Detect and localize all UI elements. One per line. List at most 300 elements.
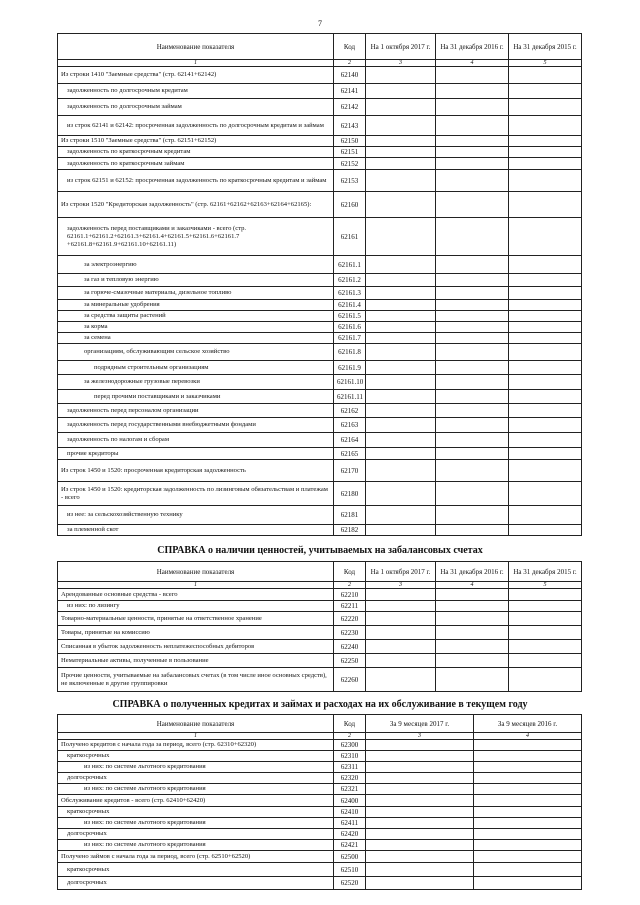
table-row [58, 851, 582, 863]
value-cell[interactable] [474, 829, 582, 840]
value-cell[interactable] [436, 300, 509, 311]
value-cell[interactable] [366, 863, 474, 877]
row-label: Списанная в убыток задолженность неплатежеспособных дебиторов [58, 640, 334, 654]
table-row [58, 361, 582, 375]
column-number: 4 [436, 60, 509, 67]
row-label: краткосрочных [58, 751, 334, 762]
value-cell[interactable] [366, 99, 436, 116]
column-header-dec-2016: На 31 декабря 2016 г. [436, 34, 509, 60]
row-label: подрядным строительным организациям [58, 361, 334, 375]
value-cell[interactable] [366, 448, 436, 460]
value-cell[interactable] [474, 877, 582, 890]
value-cell[interactable] [509, 218, 582, 256]
value-cell[interactable] [474, 784, 582, 795]
value-cell[interactable] [436, 84, 509, 99]
row-code: 62260 [334, 668, 366, 692]
value-cell[interactable] [509, 256, 582, 274]
value-cell[interactable] [436, 589, 509, 601]
row-code: 62161.7 [334, 333, 366, 344]
value-cell[interactable] [509, 192, 582, 218]
row-label: задолженность перед персоналом организации [58, 404, 334, 418]
value-cell[interactable] [509, 640, 582, 654]
value-cell[interactable] [436, 668, 509, 692]
value-cell[interactable] [509, 170, 582, 192]
value-cell[interactable] [474, 863, 582, 877]
value-cell[interactable] [436, 256, 509, 274]
row-code: 62150 [334, 136, 366, 147]
row-code: 62411 [334, 818, 366, 829]
row-code: 62143 [334, 116, 366, 136]
column-header-9m-2016: За 9 месяцев 2016 г. [474, 715, 582, 733]
row-code: 62230 [334, 626, 366, 640]
value-cell[interactable] [366, 147, 436, 158]
value-cell[interactable] [436, 99, 509, 116]
value-cell[interactable] [366, 807, 474, 818]
column-header-dec-2016: На 31 декабря 2016 г. [436, 562, 509, 582]
table-row [58, 256, 582, 274]
row-code: 62161.11 [334, 390, 366, 404]
value-cell[interactable] [366, 404, 436, 418]
row-label: Получено кредитов с начала года за период, всего (стр. 62310+62320) [58, 740, 334, 751]
table-row [58, 158, 582, 170]
value-cell[interactable] [366, 116, 436, 136]
row-label: задолженность перед государственными внебюджетными фондами [58, 418, 334, 433]
table-row [58, 116, 582, 136]
table-row [58, 448, 582, 460]
table-row [58, 344, 582, 361]
row-label: из нее: за сельскохозяйственную технику [58, 506, 334, 525]
value-cell[interactable] [509, 601, 582, 612]
value-cell[interactable] [366, 256, 436, 274]
table-row [58, 170, 582, 192]
row-code: 62161.1 [334, 256, 366, 274]
table-row [58, 840, 582, 851]
value-cell[interactable] [366, 851, 474, 863]
column-header-code: Код [334, 715, 366, 733]
table-row [58, 311, 582, 322]
row-label: за минеральные удобрения [58, 300, 334, 311]
value-cell[interactable] [366, 192, 436, 218]
row-code: 62300 [334, 740, 366, 751]
value-cell[interactable] [436, 612, 509, 626]
value-cell[interactable] [436, 375, 509, 390]
row-label: из строк 62151 и 62152: просроченная задолженность по краткосрочным кредитам и займам [58, 170, 334, 192]
row-code: 62161.9 [334, 361, 366, 375]
row-label: за газ и тепловую энергию [58, 274, 334, 287]
value-cell[interactable] [366, 762, 474, 773]
value-cell[interactable] [509, 99, 582, 116]
value-cell[interactable] [436, 418, 509, 433]
row-code: 62180 [334, 482, 366, 506]
value-cell[interactable] [474, 851, 582, 863]
value-cell[interactable] [474, 818, 582, 829]
table-row [58, 322, 582, 333]
value-cell[interactable] [509, 287, 582, 300]
table-row [58, 390, 582, 404]
value-cell[interactable] [474, 840, 582, 851]
value-cell[interactable] [436, 158, 509, 170]
value-cell[interactable] [509, 482, 582, 506]
column-header-code: Код [334, 34, 366, 60]
value-cell[interactable] [509, 460, 582, 482]
row-label: задолженность по долгосрочным займам [58, 99, 334, 116]
value-cell[interactable] [366, 773, 474, 784]
value-cell[interactable] [436, 626, 509, 640]
value-cell[interactable] [366, 877, 474, 890]
table-row [58, 333, 582, 344]
value-cell[interactable] [509, 433, 582, 448]
row-code: 62163 [334, 418, 366, 433]
value-cell[interactable] [366, 818, 474, 829]
table-row [58, 762, 582, 773]
row-label: за корма [58, 322, 334, 333]
row-code: 62321 [334, 784, 366, 795]
column-header-name: Наименование показателя [58, 562, 334, 582]
value-cell[interactable] [436, 448, 509, 460]
table-row [58, 784, 582, 795]
table-row [58, 654, 582, 668]
row-code: 62161.3 [334, 287, 366, 300]
value-cell[interactable] [366, 654, 436, 668]
row-label: Обслуживание кредитов - всего (стр. 62410+62420) [58, 795, 334, 807]
value-cell[interactable] [366, 311, 436, 322]
table-row [58, 668, 582, 692]
row-code: 62421 [334, 840, 366, 851]
value-cell[interactable] [366, 375, 436, 390]
value-cell[interactable] [436, 147, 509, 158]
value-cell[interactable] [366, 218, 436, 256]
column-header-dec-2015: На 31 декабря 2015 г. [509, 34, 582, 60]
value-cell[interactable] [509, 300, 582, 311]
row-code: 62141 [334, 84, 366, 99]
value-cell[interactable] [436, 361, 509, 375]
value-cell[interactable] [509, 361, 582, 375]
row-code: 62151 [334, 147, 366, 158]
value-cell[interactable] [366, 136, 436, 147]
value-cell[interactable] [366, 525, 436, 536]
row-label: долгосрочных [58, 829, 334, 840]
row-label: Из строки 1520 "Кредиторская задолженность" (стр. 62161+62162+62163+62164+62165): [58, 192, 334, 218]
row-code: 62181 [334, 506, 366, 525]
value-cell[interactable] [509, 589, 582, 601]
value-cell[interactable] [509, 404, 582, 418]
row-label: из них: по системе льготного кредитования [58, 784, 334, 795]
table-row [58, 136, 582, 147]
value-cell[interactable] [366, 158, 436, 170]
column-number: 3 [366, 733, 474, 740]
value-cell[interactable] [436, 482, 509, 506]
table-row [58, 612, 582, 626]
value-cell[interactable] [436, 433, 509, 448]
row-code: 62520 [334, 877, 366, 890]
table-row [58, 525, 582, 536]
off-balance-table [57, 561, 582, 692]
row-label: прочие кредиторы [58, 448, 334, 460]
value-cell[interactable] [366, 829, 474, 840]
row-label: из строк 62141 и 62142: просроченная задолженность по долгосрочным кредитам и займам [58, 116, 334, 136]
row-label: Прочие ценности, учитываемые на забалансовых счетах (в том числе иное основных средств), не включенные в другие группировки [58, 668, 334, 692]
value-cell[interactable] [366, 784, 474, 795]
value-cell[interactable] [366, 67, 436, 84]
row-label: краткосрочных [58, 863, 334, 877]
value-cell[interactable] [436, 344, 509, 361]
table-header-row [58, 34, 582, 60]
value-cell[interactable] [366, 344, 436, 361]
value-cell[interactable] [509, 344, 582, 361]
value-cell[interactable] [474, 807, 582, 818]
table-row [58, 773, 582, 784]
table-row [58, 375, 582, 390]
value-cell[interactable] [509, 158, 582, 170]
row-code: 62161.5 [334, 311, 366, 322]
column-number: 5 [509, 582, 582, 589]
value-cell[interactable] [509, 274, 582, 287]
value-cell[interactable] [436, 333, 509, 344]
row-code: 62310 [334, 751, 366, 762]
row-code: 62250 [334, 654, 366, 668]
row-code: 62161.8 [334, 344, 366, 361]
value-cell[interactable] [436, 274, 509, 287]
value-cell[interactable] [436, 506, 509, 525]
value-cell[interactable] [474, 751, 582, 762]
column-number: 4 [474, 733, 582, 740]
value-cell[interactable] [366, 287, 436, 300]
row-label: перед прочими поставщиками и заказчиками [58, 390, 334, 404]
table-row [58, 877, 582, 890]
table-row [58, 482, 582, 506]
row-code: 62182 [334, 525, 366, 536]
row-label: долгосрочных [58, 877, 334, 890]
value-cell[interactable] [474, 773, 582, 784]
row-label: задолженность по краткосрочным займам [58, 158, 334, 170]
row-code: 62220 [334, 612, 366, 626]
row-label: за племенной скот [58, 525, 334, 536]
table-header-row [58, 562, 582, 582]
value-cell[interactable] [366, 333, 436, 344]
table-row [58, 601, 582, 612]
table-row [58, 795, 582, 807]
value-cell[interactable] [509, 418, 582, 433]
value-cell[interactable] [509, 626, 582, 640]
table-row [58, 274, 582, 287]
row-label: Из строк 1450 и 1520: просроченная кредиторская задолженность [58, 460, 334, 482]
table-row [58, 99, 582, 116]
value-cell[interactable] [366, 840, 474, 851]
row-label: Нематериальные активы, полученные в пользование [58, 654, 334, 668]
table-row [58, 863, 582, 877]
value-cell[interactable] [366, 589, 436, 601]
row-code: 62161.6 [334, 322, 366, 333]
value-cell[interactable] [366, 390, 436, 404]
value-cell[interactable] [366, 300, 436, 311]
row-label: за горюче-смазочные материалы, дизельное топливо [58, 287, 334, 300]
row-code: 62161.10 [334, 375, 366, 390]
row-label: краткосрочных [58, 807, 334, 818]
value-cell[interactable] [474, 740, 582, 751]
value-cell[interactable] [366, 274, 436, 287]
value-cell[interactable] [509, 612, 582, 626]
value-cell[interactable] [366, 322, 436, 333]
table-row [58, 640, 582, 654]
row-label: задолженность по краткосрочным кредитам [58, 147, 334, 158]
row-label: из них: по лизингу [58, 601, 334, 612]
row-label: за средства защиты растений [58, 311, 334, 322]
table-row [58, 67, 582, 84]
value-cell[interactable] [509, 311, 582, 322]
value-cell[interactable] [436, 460, 509, 482]
value-cell[interactable] [366, 506, 436, 525]
table-row [58, 300, 582, 311]
row-code: 62165 [334, 448, 366, 460]
value-cell[interactable] [436, 654, 509, 668]
row-code: 62152 [334, 158, 366, 170]
value-cell[interactable] [366, 740, 474, 751]
value-cell[interactable] [366, 751, 474, 762]
column-header-name: Наименование показателя [58, 34, 334, 60]
row-code: 62162 [334, 404, 366, 418]
value-cell[interactable] [474, 762, 582, 773]
table-row [58, 147, 582, 158]
row-label: организациям, обслуживающим сельское хозяйство [58, 344, 334, 361]
row-code: 62161 [334, 218, 366, 256]
value-cell[interactable] [366, 460, 436, 482]
value-cell[interactable] [366, 668, 436, 692]
value-cell[interactable] [509, 390, 582, 404]
table-header-row [58, 715, 582, 733]
value-cell[interactable] [509, 116, 582, 136]
column-number-row [58, 582, 582, 589]
value-cell[interactable] [474, 795, 582, 807]
row-label: задолженность перед поставщиками и заказчиками - всего (стр. 62161.1+62161.2+62161.3+62161.4+62161.5+62161.6+62161.7 +62161.8+62161.9+62161.10+62161.11) [58, 218, 334, 256]
section-title-credits-loans: СПРАВКА о полученных кредитах и займах и расходах на их обслуживание в текущем году [112, 699, 528, 710]
value-cell[interactable] [436, 601, 509, 612]
liabilities-table [57, 33, 582, 536]
row-code: 62510 [334, 863, 366, 877]
value-cell[interactable] [366, 612, 436, 626]
table-row [58, 589, 582, 601]
table-row [58, 829, 582, 840]
row-code: 62211 [334, 601, 366, 612]
value-cell[interactable] [366, 640, 436, 654]
table-row [58, 84, 582, 99]
row-label: Получено займов с начала года за период, всего (стр. 62510+62520) [58, 851, 334, 863]
value-cell[interactable] [366, 361, 436, 375]
row-code: 62320 [334, 773, 366, 784]
value-cell[interactable] [509, 136, 582, 147]
row-label: за железнодорожные грузовые перевозки [58, 375, 334, 390]
column-number: 1 [58, 733, 334, 740]
page-number: 7 [318, 19, 322, 28]
row-code: 62161.2 [334, 274, 366, 287]
value-cell[interactable] [436, 525, 509, 536]
row-label: Товары, принятые на комиссию [58, 626, 334, 640]
row-code: 62160 [334, 192, 366, 218]
value-cell[interactable] [436, 287, 509, 300]
table-row [58, 418, 582, 433]
table-row [58, 460, 582, 482]
value-cell[interactable] [366, 170, 436, 192]
value-cell[interactable] [366, 418, 436, 433]
column-number: 2 [334, 582, 366, 589]
section-title-off-balance: СПРАВКА о наличии ценностей, учитываемых на забалансовых счетах [157, 545, 483, 556]
value-cell[interactable] [509, 525, 582, 536]
value-cell[interactable] [366, 84, 436, 99]
table-row [58, 807, 582, 818]
column-number: 5 [509, 60, 582, 67]
column-header-oct-2017: На 1 октября 2017 г. [366, 34, 436, 60]
table-row [58, 506, 582, 525]
value-cell[interactable] [436, 136, 509, 147]
value-cell[interactable] [509, 84, 582, 99]
value-cell[interactable] [366, 795, 474, 807]
row-label: задолженность по долгосрочным кредитам [58, 84, 334, 99]
row-label: Из строки 1410 "Заемные средства" (стр. 62141+62142) [58, 67, 334, 84]
row-label: за семена [58, 333, 334, 344]
value-cell[interactable] [366, 626, 436, 640]
credits-loans-table [57, 714, 582, 890]
column-header-9m-2017: За 9 месяцев 2017 г. [366, 715, 474, 733]
value-cell[interactable] [509, 147, 582, 158]
value-cell[interactable] [436, 322, 509, 333]
value-cell[interactable] [436, 640, 509, 654]
value-cell[interactable] [436, 116, 509, 136]
value-cell[interactable] [509, 668, 582, 692]
row-label: Товарно-материальные ценности, принятые на ответственное хранение [58, 612, 334, 626]
row-label: из них: по системе льготного кредитования [58, 762, 334, 773]
column-number: 2 [334, 60, 366, 67]
value-cell[interactable] [436, 67, 509, 84]
table-row [58, 287, 582, 300]
value-cell[interactable] [366, 601, 436, 612]
value-cell[interactable] [509, 506, 582, 525]
row-code: 62142 [334, 99, 366, 116]
value-cell[interactable] [366, 482, 436, 506]
row-code: 62210 [334, 589, 366, 601]
column-header-code: Код [334, 562, 366, 582]
value-cell[interactable] [509, 322, 582, 333]
row-code: 62240 [334, 640, 366, 654]
column-number-row [58, 60, 582, 67]
row-code: 62400 [334, 795, 366, 807]
value-cell[interactable] [509, 375, 582, 390]
column-number-row [58, 733, 582, 740]
column-number: 3 [366, 60, 436, 67]
table-row [58, 218, 582, 256]
row-label: из них: по системе льготного кредитования [58, 818, 334, 829]
value-cell[interactable] [509, 448, 582, 460]
value-cell[interactable] [436, 218, 509, 256]
row-code: 62311 [334, 762, 366, 773]
column-number: 1 [58, 582, 334, 589]
value-cell[interactable] [366, 433, 436, 448]
value-cell[interactable] [436, 404, 509, 418]
row-label: за электроэнергию [58, 256, 334, 274]
table-row [58, 433, 582, 448]
value-cell[interactable] [436, 390, 509, 404]
row-label: долгосрочных [58, 773, 334, 784]
value-cell[interactable] [436, 311, 509, 322]
row-code: 62153 [334, 170, 366, 192]
value-cell[interactable] [509, 333, 582, 344]
column-header-dec-2015: На 31 декабря 2015 г. [509, 562, 582, 582]
row-code: 62140 [334, 67, 366, 84]
value-cell[interactable] [509, 654, 582, 668]
value-cell[interactable] [436, 170, 509, 192]
value-cell[interactable] [509, 67, 582, 84]
row-code: 62500 [334, 851, 366, 863]
value-cell[interactable] [436, 192, 509, 218]
table-row [58, 818, 582, 829]
